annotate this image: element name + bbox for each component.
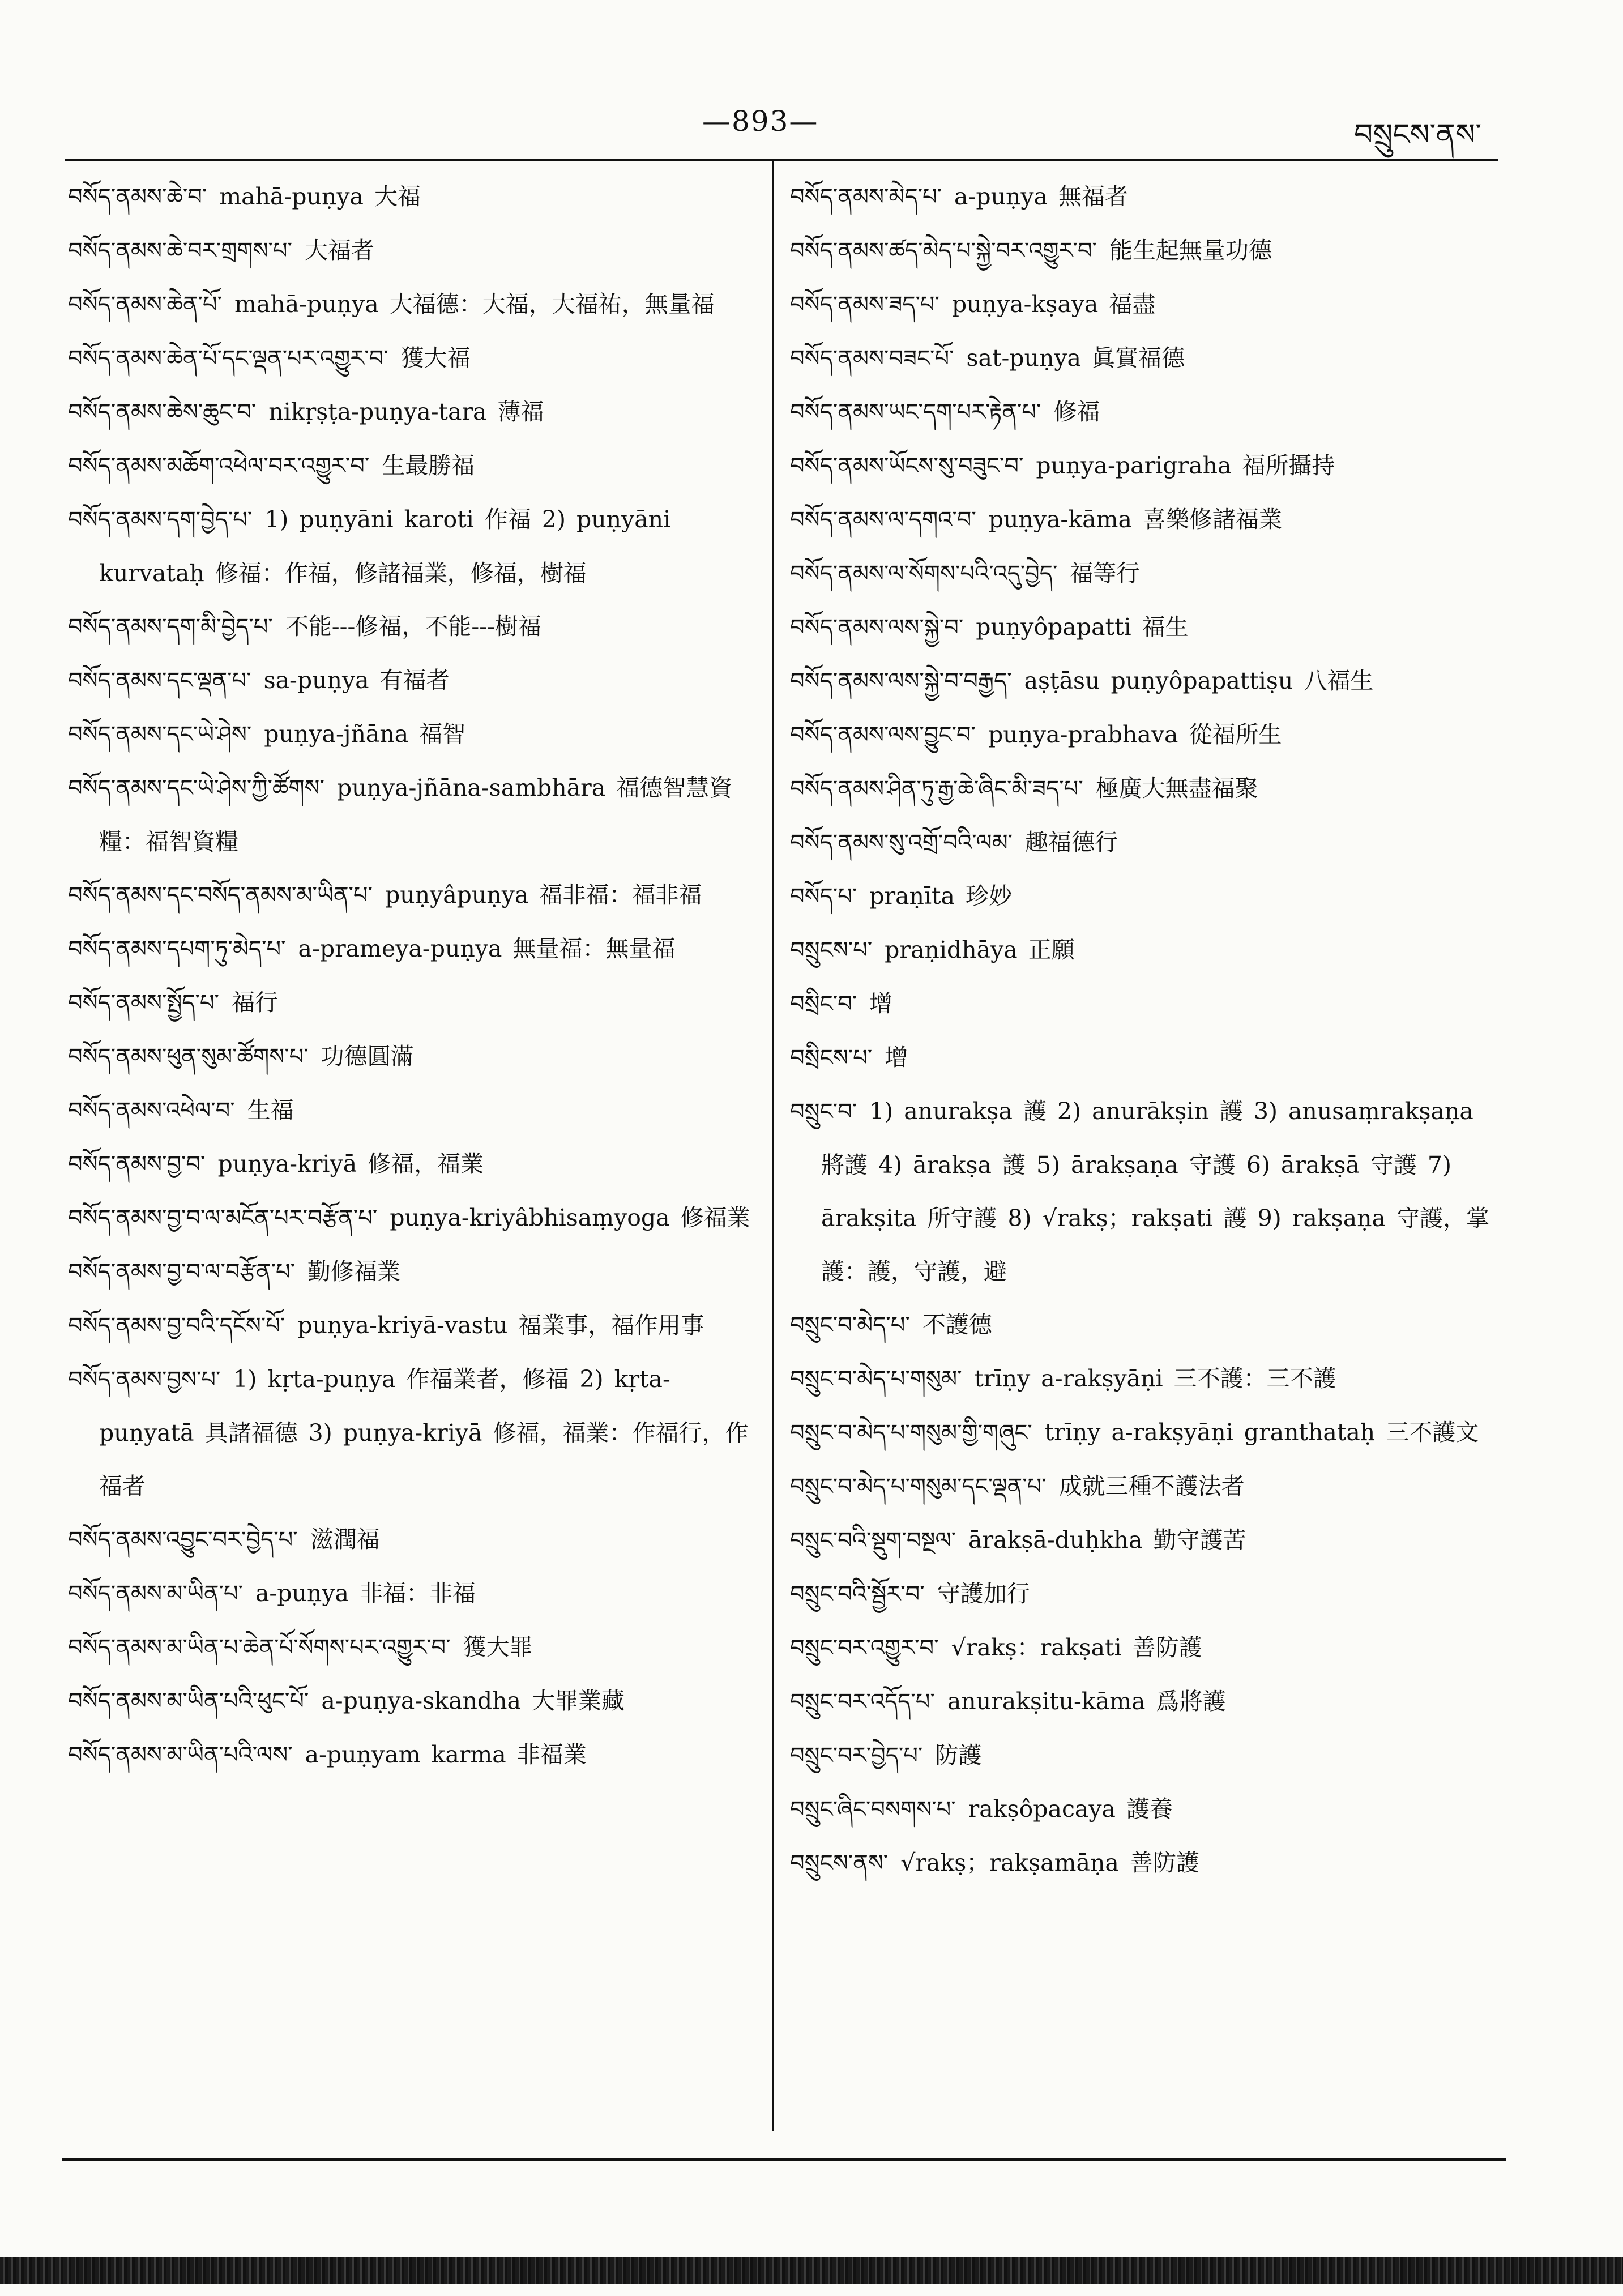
entry-gloss: puṇyâpuṇya 福非福：福非福: [385, 881, 702, 908]
dictionary-entry: [790, 1675, 1501, 1729]
tibetan-headword: བསྲུང་ཞིང་བསགས་པ་: [790, 1796, 956, 1823]
entry-gloss: 趣福德行: [1025, 829, 1118, 856]
dictionary-entry: [68, 707, 756, 761]
dictionary-entry: [68, 224, 756, 278]
tibetan-headword: བསོད་ནམས་ཟད་པ་: [790, 292, 939, 318]
dictionary-entry: [68, 654, 756, 707]
tibetan-headword: བསོད་ནམས་དག་མི་བྱེད་པ་: [68, 614, 273, 640]
tibetan-headword: བསོད་ནམས་བྱ་བ་ལ་བརྩོན་པ་: [68, 1259, 296, 1285]
dictionary-entry: [68, 1299, 756, 1352]
tibetan-headword: བསོད་ནམས་འཕེལ་བ་: [68, 1098, 235, 1124]
dictionary-entry: [68, 331, 756, 385]
entry-gloss: puṇya-jñāna 福智: [264, 720, 466, 748]
left-column: [68, 170, 756, 1782]
entry-gloss: 生福: [247, 1096, 294, 1124]
entry-gloss: praṇīta 珍妙: [869, 882, 1013, 910]
entry-gloss: 增: [869, 990, 893, 1017]
tibetan-headword: བསོད་ནམས་མ་ཡིན་པའི་ཕུང་པོ་: [68, 1688, 309, 1714]
dictionary-entry: [790, 1782, 1501, 1836]
entry-gloss: 獲大福: [400, 344, 471, 372]
tibetan-headword: བསོད་ནམས་བྱ་བ་ལ་མངོན་པར་བརྩོན་པ་: [68, 1205, 378, 1231]
tibetan-headword: བསྲུང་བ་མེད་པ་གསུམ་: [790, 1366, 962, 1392]
tibetan-headword: བསོད་ནམས་དག་བྱེད་པ་: [68, 507, 253, 533]
entry-gloss: puṇya-kṣaya 福盡: [951, 291, 1156, 318]
entry-gloss: 獲大罪: [463, 1633, 533, 1661]
tibetan-headword: བསོད་ནམས་ལ་དགའ་བ་: [790, 507, 976, 533]
dictionary-entry: [68, 1674, 756, 1728]
dictionary-entry: [790, 1352, 1501, 1406]
tibetan-headword: བསོད་ནམས་སྤྱོད་པ་: [68, 990, 219, 1016]
tibetan-headword: བསོད་ནམས་ཡོངས་སུ་བཟུང་བ་: [790, 453, 1024, 479]
entry-gloss: √rakṣ：rakṣati 善防護: [951, 1634, 1202, 1661]
entry-gloss: 功德圓滿: [321, 1043, 414, 1070]
entry-gloss: 守護加行: [937, 1580, 1030, 1607]
tibetan-headword: བསྲུང་བ་མེད་པ་གསུམ་དང་ལྡན་པ་: [790, 1474, 1047, 1500]
tibetan-headword: བསོད་ནམས་བྱ་བའི་དངོས་པོ་: [68, 1313, 285, 1339]
tibetan-headword: བསྲུང་བ་མེད་པ་གསུམ་གྱི་གཞུང་: [790, 1420, 1032, 1446]
dictionary-entry: [790, 278, 1501, 331]
dictionary-entry: [790, 1729, 1501, 1782]
dictionary-entry: [68, 385, 756, 439]
entry-gloss: trīṇy a-rakṣyāṇi 三不護：三不護: [974, 1365, 1336, 1392]
dictionary-entry: [68, 493, 756, 600]
entry-gloss: 生最勝福: [382, 452, 475, 479]
dictionary-entry: [790, 1567, 1501, 1621]
dictionary-entry: [790, 1298, 1501, 1352]
dictionary-entry: [790, 493, 1501, 547]
entry-gloss: 成就三種不護法者: [1058, 1473, 1245, 1500]
entry-gloss: puṇya-kriyā-vastu 福業事，福作用事: [297, 1312, 704, 1339]
dictionary-entry: [68, 1513, 756, 1567]
tibetan-headword: བསོད་ནམས་དང་བསོད་ནམས་མ་ཡིན་པ་: [68, 882, 373, 908]
entry-gloss: 1) puṇyāni karoti 作福 2) puṇyāni kurvataḥ 修福：作福，修諸福業，修福，樹福: [99, 506, 671, 587]
tibetan-headword: བསོད་ནམས་ཆེན་པོ་: [68, 292, 222, 318]
entry-gloss: sa-puṇya 有福者: [263, 667, 450, 694]
scan-edge-band: [0, 2257, 1623, 2284]
entry-gloss: a-prameya-puṇya 無量福：無量福: [298, 935, 676, 962]
right-column: [790, 170, 1501, 1890]
entry-gloss: sat-puṇya 眞實福德: [966, 344, 1185, 372]
dictionary-entry: [790, 1406, 1501, 1459]
tibetan-headword: བསྲུང་བར་འདོད་པ་: [790, 1689, 935, 1715]
dictionary-entry: [68, 170, 756, 224]
page-header: [0, 0, 1623, 164]
dictionary-entry: [790, 547, 1501, 600]
tibetan-headword: བསོད་ནམས་ཆེ་བ་: [68, 184, 207, 210]
dictionary-entry: [790, 1836, 1501, 1890]
entry-gloss: 福等行: [1070, 560, 1140, 587]
tibetan-headword: བསོད་ནམས་མ་ཡིན་པའི་ལས་: [68, 1742, 293, 1768]
dictionary-entry: [790, 1513, 1501, 1567]
entry-gloss: a-puṇya 非福：非福: [255, 1580, 476, 1607]
dictionary-entry: [68, 868, 756, 922]
dictionary-entry: [790, 654, 1501, 708]
entry-gloss: rakṣôpacaya 護養: [968, 1795, 1173, 1823]
entry-gloss: 大福者: [304, 237, 374, 264]
dictionary-entry: [790, 1621, 1501, 1675]
tibetan-headword: བསྲུང་བ་མེད་པ་: [790, 1312, 910, 1338]
tibetan-headword: བསོད་པ་: [790, 884, 857, 910]
dictionary-entry: [68, 976, 756, 1030]
dictionary-entry: [68, 761, 756, 868]
tibetan-headword: བསོད་ནམས་སུ་འགྲོ་བའི་ལམ་: [790, 830, 1013, 856]
tibetan-headword: བསོད་ནམས་བྱས་པ་: [68, 1367, 221, 1393]
entry-gloss: 勤修福業: [307, 1258, 401, 1285]
dictionary-entry: [68, 1620, 756, 1674]
tibetan-headword: བསོད་ནམས་ཡང་དག་པར་རྟེན་པ་: [790, 399, 1041, 425]
entry-gloss: 1) kṛta-puṇya 作福業者，修福 2) kṛta-puṇyatā 具諸福德 3) puṇya-kriyā 修福，福業：作福行，作福者: [99, 1365, 749, 1500]
tibetan-headword: བསོད་ནམས་བཟང་པོ་: [790, 345, 954, 372]
dictionary-entry: [68, 1728, 756, 1782]
entry-gloss: puṇya-prabhava 從福所生: [988, 721, 1282, 748]
entry-gloss: ārakṣā-duḥkha 勤守護苦: [968, 1526, 1246, 1554]
tibetan-headword: བསོད་ནམས་འབྱུང་བར་བྱེད་པ་: [68, 1527, 298, 1553]
tibetan-headword: བསྲུང་བ་: [790, 1099, 857, 1125]
tibetan-headword: བསོད་ནམས་ཆེ་བར་གྲགས་པ་: [68, 238, 292, 264]
tibetan-headword: བསོད་ནམས་དང་ལྡན་པ་: [68, 668, 251, 694]
dictionary-entry: [68, 1030, 756, 1083]
dictionary-entry: [68, 1245, 756, 1299]
dictionary-entry: [790, 1085, 1501, 1298]
entry-gloss: 增: [885, 1044, 908, 1071]
entry-gloss: mahā-puṇya 大福: [219, 183, 421, 210]
dictionary-entry: [68, 1137, 756, 1191]
dictionary-entry: [790, 331, 1501, 385]
tibetan-headword: བསྲུང་བའི་སྡུག་བསྔལ་: [790, 1527, 956, 1554]
entry-gloss: puṇya-kriyâbhisaṃyoga 修福業: [390, 1204, 750, 1231]
entry-gloss: puṇya-parigraha 福所攝持: [1036, 452, 1335, 479]
dictionary-entry: [68, 600, 756, 654]
tibetan-headword: བསྲུང་བའི་སྦྱོར་བ་: [790, 1581, 925, 1607]
dictionary-entry: [790, 439, 1501, 493]
dictionary-entry: [790, 977, 1501, 1031]
dictionary-entry: [790, 1031, 1501, 1085]
tibetan-headword: བསོད་ནམས་ཤིན་ཏུ་རྒྱ་ཆེ་ཞིང་མི་ཟད་པ་: [790, 776, 1083, 802]
dictionary-entry: [790, 224, 1501, 278]
tibetan-headword: བསོད་ནམས་དང་ཡེ་ཤེས་ཀྱི་ཚོགས་: [68, 775, 324, 801]
entry-gloss: nikṛṣṭa-puṇya-tara 薄福: [268, 398, 544, 425]
entry-gloss: 修福: [1053, 398, 1100, 425]
entry-gloss: a-puṇya 無福者: [954, 183, 1129, 210]
entry-gloss: 防護: [935, 1742, 982, 1769]
tibetan-headword: བསྲུང་བར་འགྱུར་བ་: [790, 1635, 939, 1661]
entry-gloss: aṣṭāsu puṇyôpapattiṣu 八福生: [1024, 667, 1374, 694]
dictionary-entry: [790, 869, 1501, 923]
tibetan-headword: བསོད་ནམས་ཆེན་པོ་དང་ལྡན་པར་འགྱུར་བ་: [68, 345, 388, 372]
entry-gloss: 滋潤福: [310, 1526, 380, 1553]
tibetan-headword: བསྲིངས་པ་: [790, 1045, 873, 1071]
entry-gloss: anurakṣitu-kāma 爲將護: [947, 1688, 1226, 1715]
tibetan-headword: བསྲུང་བར་བྱེད་པ་: [790, 1743, 923, 1769]
tibetan-headword: བསོད་ནམས་ལ་སོགས་པའི་འདུ་བྱེད་: [790, 561, 1058, 587]
dictionary-entry: [68, 278, 756, 331]
dictionary-entry: [790, 923, 1501, 977]
tibetan-headword: བསོད་ནམས་དང་ཡེ་ཤེས་: [68, 722, 252, 748]
entry-gloss: 極廣大無盡福聚: [1095, 775, 1258, 802]
tibetan-headword: བསོད་ནམས་ཚད་མེད་པ་སྐྱེ་བར་འགྱུར་བ་: [790, 238, 1097, 264]
entry-gloss: a-puṇyam karma 非福業: [305, 1741, 587, 1768]
dictionary-entry: [790, 816, 1501, 869]
tibetan-headword: བསོད་ནམས་མ་ཡིན་པ་ཆེན་པོ་སོགས་པར་འགྱུར་བ་: [68, 1634, 451, 1661]
top-rule: [65, 159, 1498, 161]
tibetan-headword: བསོད་ནམས་ཆེས་ཆུང་བ་: [68, 399, 257, 425]
dictionary-entry: [790, 762, 1501, 816]
entry-gloss: puṇya-kāma 喜樂修諸福業: [988, 506, 1282, 533]
tibetan-headword: བསྲིང་བ་: [790, 991, 857, 1017]
page-number: —893—: [702, 105, 819, 138]
dictionary-entry: [68, 1083, 756, 1137]
tibetan-headword: བསོད་ནམས་མ་ཡིན་པ་: [68, 1581, 243, 1607]
entry-gloss: 不能---修福，不能---樹福: [285, 613, 541, 640]
dictionary-entry: [790, 385, 1501, 439]
tibetan-headword: བསོད་ནམས་བྱ་བ་: [68, 1151, 206, 1177]
entry-gloss: 能生起無量功德: [1109, 237, 1272, 264]
entry-gloss: mahā-puṇya 大福德：大福，大福祐，無量福: [234, 291, 715, 318]
dictionary-entry: [790, 170, 1501, 224]
tibetan-headword: བསོད་ནམས་ལས་བྱུང་བ་: [790, 722, 976, 748]
tibetan-headword: བསོད་ནམས་མེད་པ་: [790, 184, 942, 210]
entry-gloss: 1) anurakṣa 護 2) anurākṣin 護 3) anusaṃrakṣaṇa 將護 4) ārakṣa 護 5) ārakṣaṇa 守護 6) ārakṣā 守護 7) ārakṣita 所守護 8) √rakṣ；rakṣati 護 9) rakṣaṇa 守護，掌護：護，守護，避: [821, 1098, 1490, 1285]
dictionary-entry: [68, 1352, 756, 1513]
tibetan-headword: བསོད་ནམས་ལས་སྐྱེ་བ་བརྒྱད་: [790, 668, 1012, 694]
entry-gloss: 福行: [231, 989, 278, 1016]
entry-gloss: praṇidhāya 正願: [885, 936, 1075, 963]
entry-gloss: puṇyôpapatti 福生: [976, 613, 1189, 641]
dictionary-entry: [68, 1191, 756, 1245]
dictionary-entry: [68, 922, 756, 976]
entry-gloss: 不護德: [922, 1311, 992, 1338]
tibetan-headword: བསྲུངས་པ་: [790, 937, 873, 963]
entry-gloss: trīṇy a-rakṣyāṇi granthataḥ 三不護文: [1044, 1419, 1479, 1446]
tibetan-headword: བསོད་ནམས་ལས་སྐྱེ་བ་: [790, 614, 964, 641]
dictionary-entry: [68, 439, 756, 493]
dictionary-entry: [790, 1459, 1501, 1513]
entry-gloss: √rakṣ；rakṣamāṇa 善防護: [900, 1849, 1199, 1876]
entry-gloss: a-puṇya-skandha 大罪業藏: [321, 1687, 625, 1714]
running-head: བསྲུངས་ནས་: [1353, 118, 1481, 152]
dictionary-entry: [790, 708, 1501, 762]
column-divider: [772, 160, 774, 2131]
bottom-rule: [62, 2158, 1506, 2161]
tibetan-headword: བསོད་ནམས་མཆོག་འཕེལ་བར་འགྱུར་བ་: [68, 453, 370, 479]
dictionary-entry: [790, 600, 1501, 654]
entry-gloss: puṇya-jñāna-sambhāra 福德智慧資糧：福智資糧: [99, 774, 733, 855]
tibetan-headword: བསོད་ནམས་དཔག་ཏུ་མེད་པ་: [68, 936, 286, 962]
dictionary-entry: [68, 1567, 756, 1620]
tibetan-headword: བསོད་ནམས་ཕུན་སུམ་ཚོགས་པ་: [68, 1044, 309, 1070]
entry-gloss: puṇya-kriyā 修福，福業: [217, 1150, 484, 1177]
tibetan-headword: བསྲུངས་ནས་: [790, 1850, 889, 1876]
